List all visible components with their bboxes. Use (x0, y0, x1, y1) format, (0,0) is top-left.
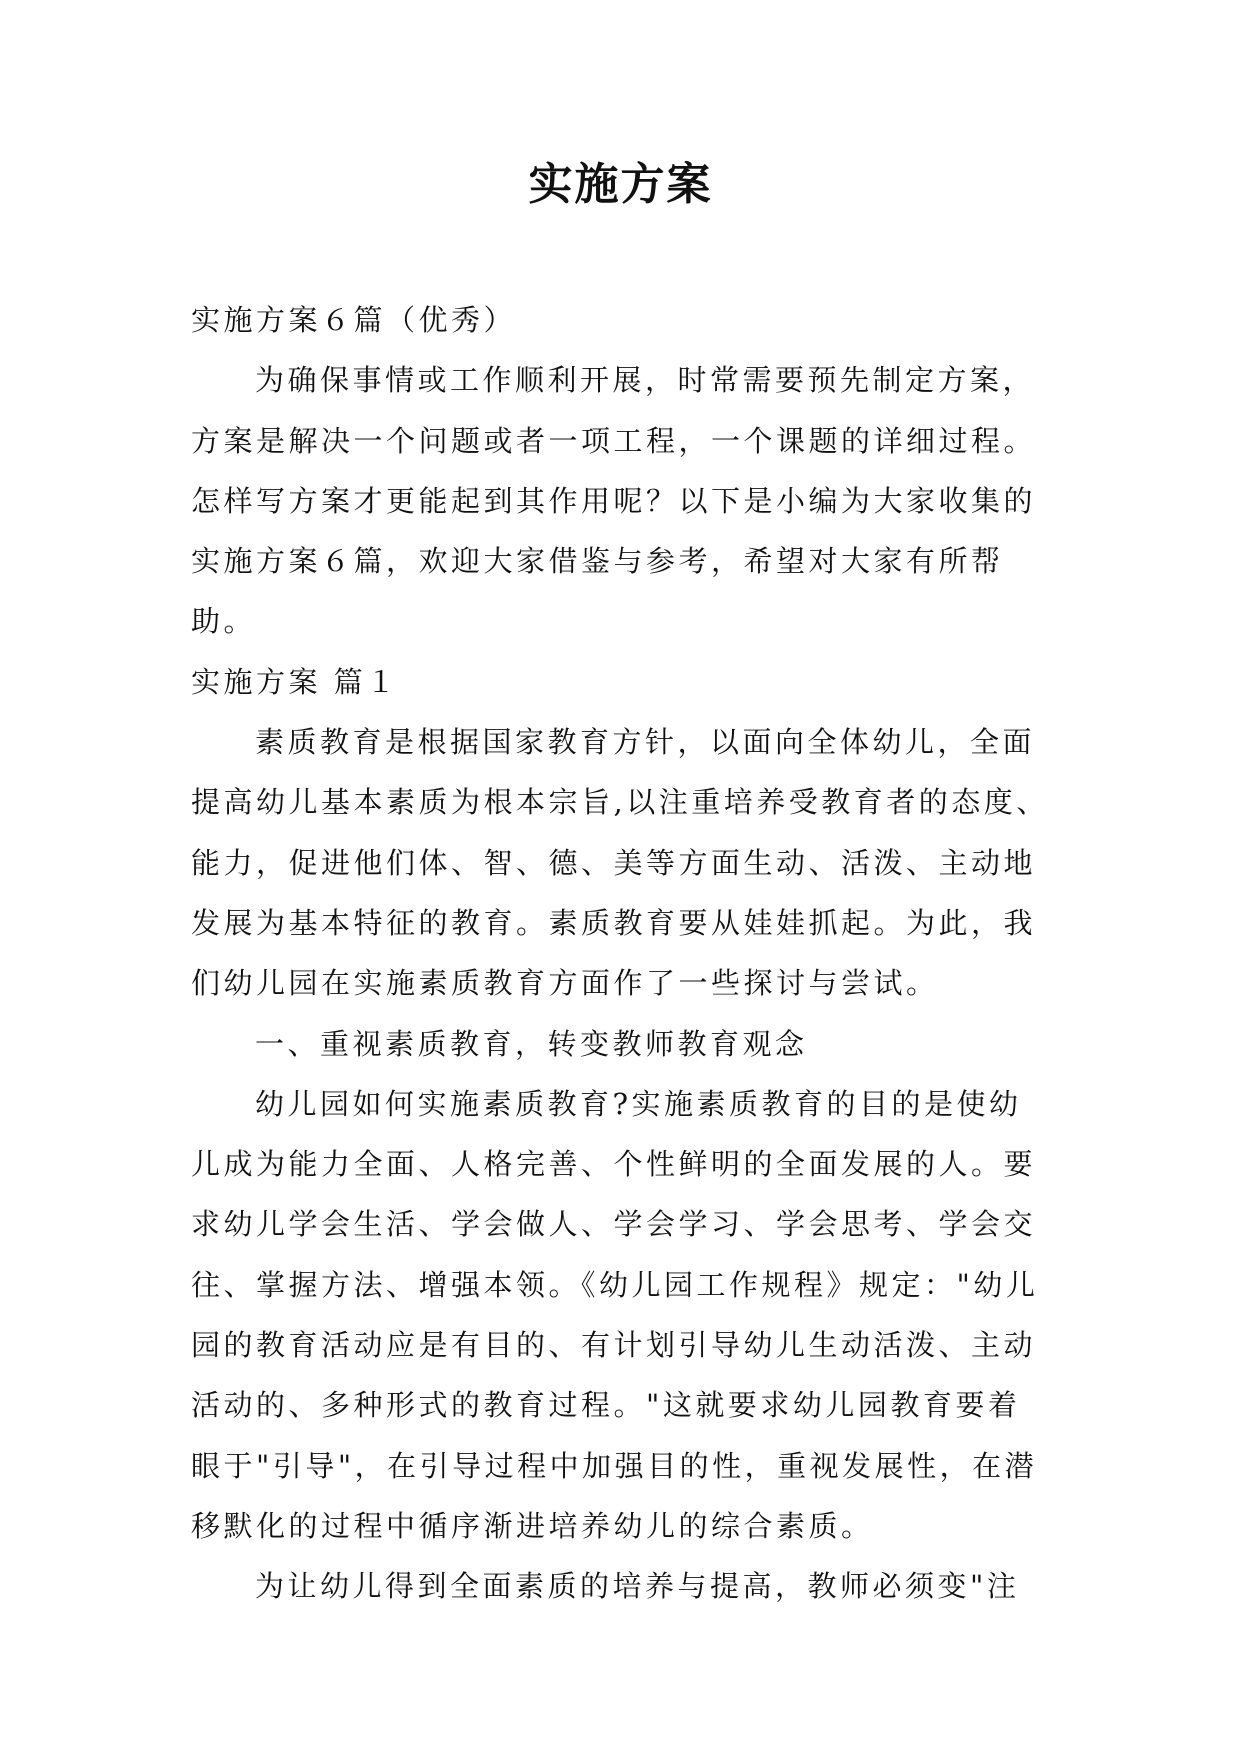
body-paragraph: 为让幼儿得到全面素质的培养与提高，教师必须变"注 (255, 1569, 1020, 1604)
point-heading: 一、重视素质教育，转变教师教育观念 (255, 1026, 808, 1061)
body-paragraph: 素质教育是根据国家教育方针，以面向全体幼儿，全面提高幼儿基本素质为根本宗旨,以注重培养受教育者的态度、能力，促进他们体、智、德、美等方面生动、活泼、主动地发展为基本特征的教育。素质教育要从娃娃抓起。为此，我们幼儿园在实施素质教育方面作了一些探讨与尝试。 (191, 725, 1049, 1001)
intro-paragraph: 为确保事情或工作顺利开展，时常需要预先制定方案，方案是解决一个问题或者一项工程，一个课题的详细过程。怎样写方案才更能起到其作用呢？以下是小编为大家收集的实施方案６篇，欢迎大家借鉴与参考，希望对大家有所帮助。 (191, 363, 1037, 639)
section-heading: 实施方案 篇１ (191, 664, 399, 699)
page-title: 实施方案 (528, 159, 713, 210)
document-subtitle: 实施方案６篇（优秀） (191, 303, 517, 337)
document-body (191, 290, 1051, 1617)
body-paragraph: 幼儿园如何实施素质教育?实施素质教育的目的是使幼儿成为能力全面、人格完善、个性鲜明的全面发展的人。要求幼儿学会生活、学会做人、学会学习、学会思考、学会交往、掌握方法、增强本领。《幼儿园工作规程》规定："幼儿园的教育活动应是有目的、有计划引导幼儿生动活泼、主动活动的、多种形式的教育过程。"这就要求幼儿园教育要着眼于"引导"，在引导过程中加强目的性，重视发展性，在潜移默化的过程中循序渐进培养幼儿的综合素质。 (191, 1086, 1039, 1543)
